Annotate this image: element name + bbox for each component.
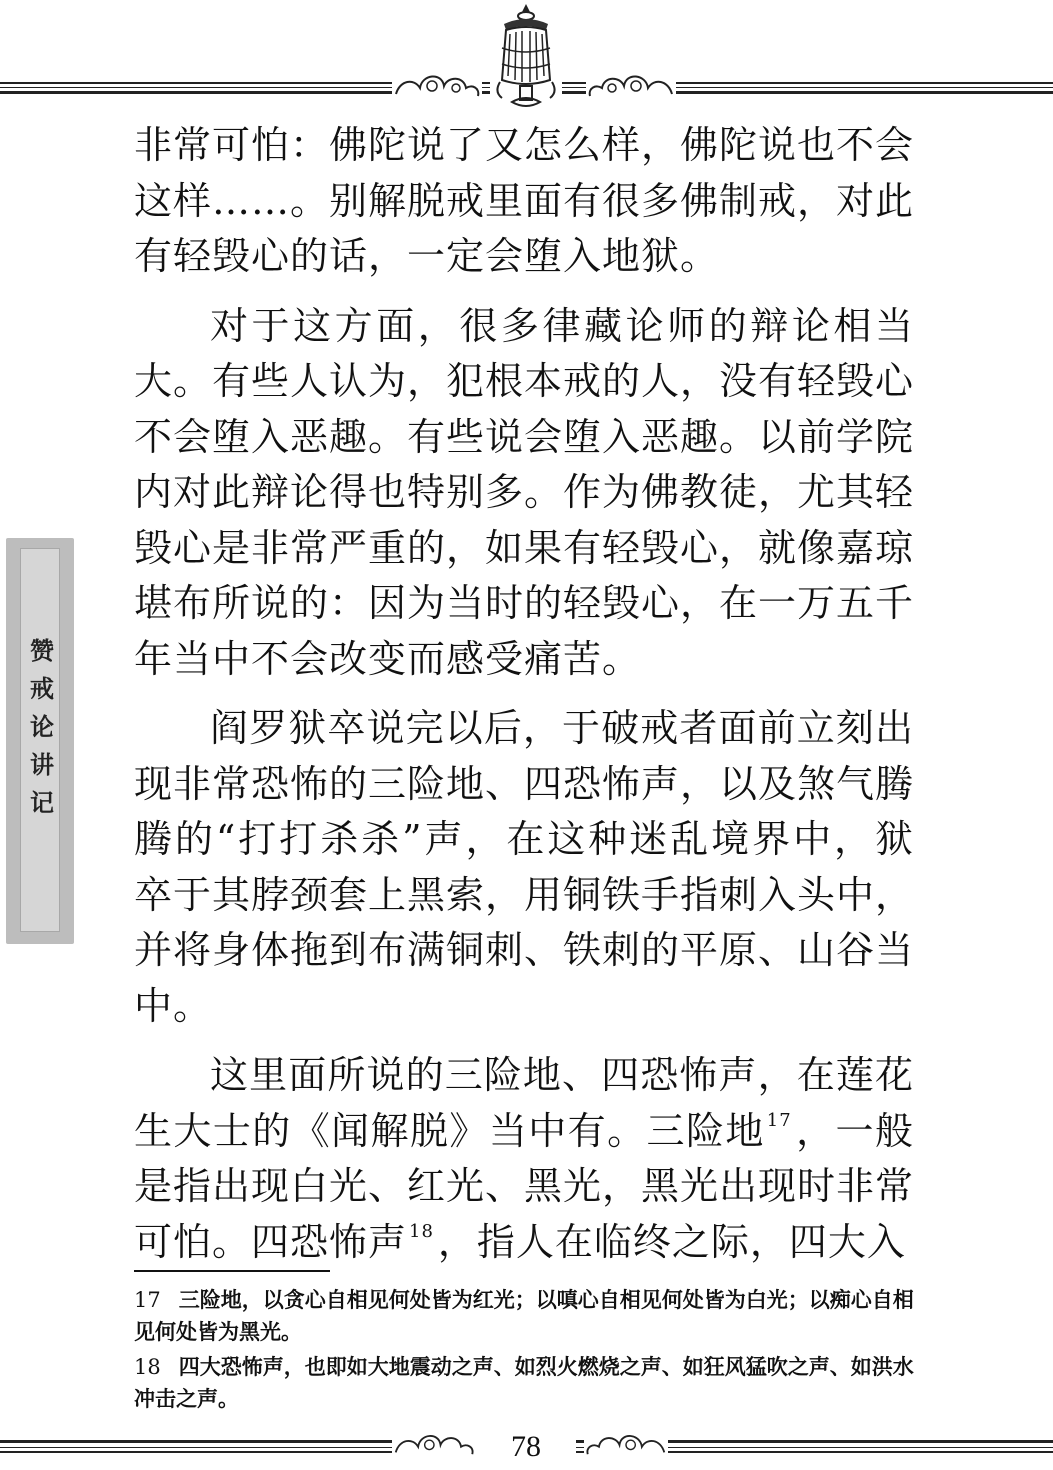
side-tab-inner <box>20 548 60 932</box>
footnote-text: 四大恐怖声，也即如大地震动之声、如烈火燃烧之声、如狂风猛吹之声、如洪水冲击之声。 <box>134 1354 914 1411</box>
cloud-ornament-left-icon <box>392 1426 476 1460</box>
cloud-ornament-right-icon <box>584 1426 668 1460</box>
footnote-ref[interactable]: 18 <box>409 1220 434 1242</box>
page-number: 78 <box>476 1427 576 1467</box>
footnote-text: 三险地，以贪心自相见何处皆为红光；以嗔心自相见何处皆为白光；以痴心自相见何处皆为黑光。 <box>134 1287 914 1344</box>
side-tab-title: 赞戒论讲记 <box>25 638 55 828</box>
paragraph <box>134 1048 914 1270</box>
paragraph: 对于这方面，很多律藏论师的辩论相当大。有些人认为，犯根本戒的人，没有轻毁心不会堕入恶趣。有些说会堕入恶趣。以前学院内对此辩论得也特别多。作为佛教徒，尤其轻毁心是非常严重的，如果有轻毁心，就像嘉琼堪布所说的：因为当时的轻毁心，在一万五千年当中不会改变而感受痛苦。 <box>134 303 915 681</box>
body-text <box>134 118 914 1270</box>
footnote-number: 17 <box>134 1288 161 1312</box>
paragraph-text: ，指人在临终之际，四大入 <box>437 1219 906 1264</box>
paragraph-text: ，一般是指出现白光、红光、黑光，黑光出现时非常可怕。四恐怖声 <box>134 1108 915 1264</box>
footnote-ref[interactable]: 17 <box>766 1109 792 1131</box>
cloud-ornament-left-icon <box>392 66 482 102</box>
footnote-number: 18 <box>134 1355 161 1379</box>
victory-banner-emblem-icon <box>490 2 562 110</box>
paragraph: 阎罗狱卒说完以后，于破戒者面前立刻出现非常恐怖的三险地、四恐怖声，以及煞气腾腾的“打打杀杀”声，在这种迷乱境界中，狱卒于其脖颈套上黑索，用铜铁手指刺入头中，并将身体拖到布满铜刺、铁刺的平原、山谷当中。 <box>134 706 915 1028</box>
cloud-ornament-right-icon <box>586 66 676 102</box>
paragraph-text: 这里面所说的三险地、四恐怖声，在莲花生大士的《闻解脱》当中有。三险地 <box>134 1053 914 1153</box>
paragraph: 非常可怕：佛陀说了又怎么样，佛陀说也不会这样……。别解脱戒里面有很多佛制戒，对此有轻毁心的话，一定会堕入地狱。 <box>134 123 915 278</box>
side-tab <box>6 538 74 944</box>
footnote <box>134 1351 914 1414</box>
footnote <box>134 1284 914 1347</box>
footnotes <box>134 1284 914 1414</box>
footnote-separator <box>134 1270 330 1272</box>
